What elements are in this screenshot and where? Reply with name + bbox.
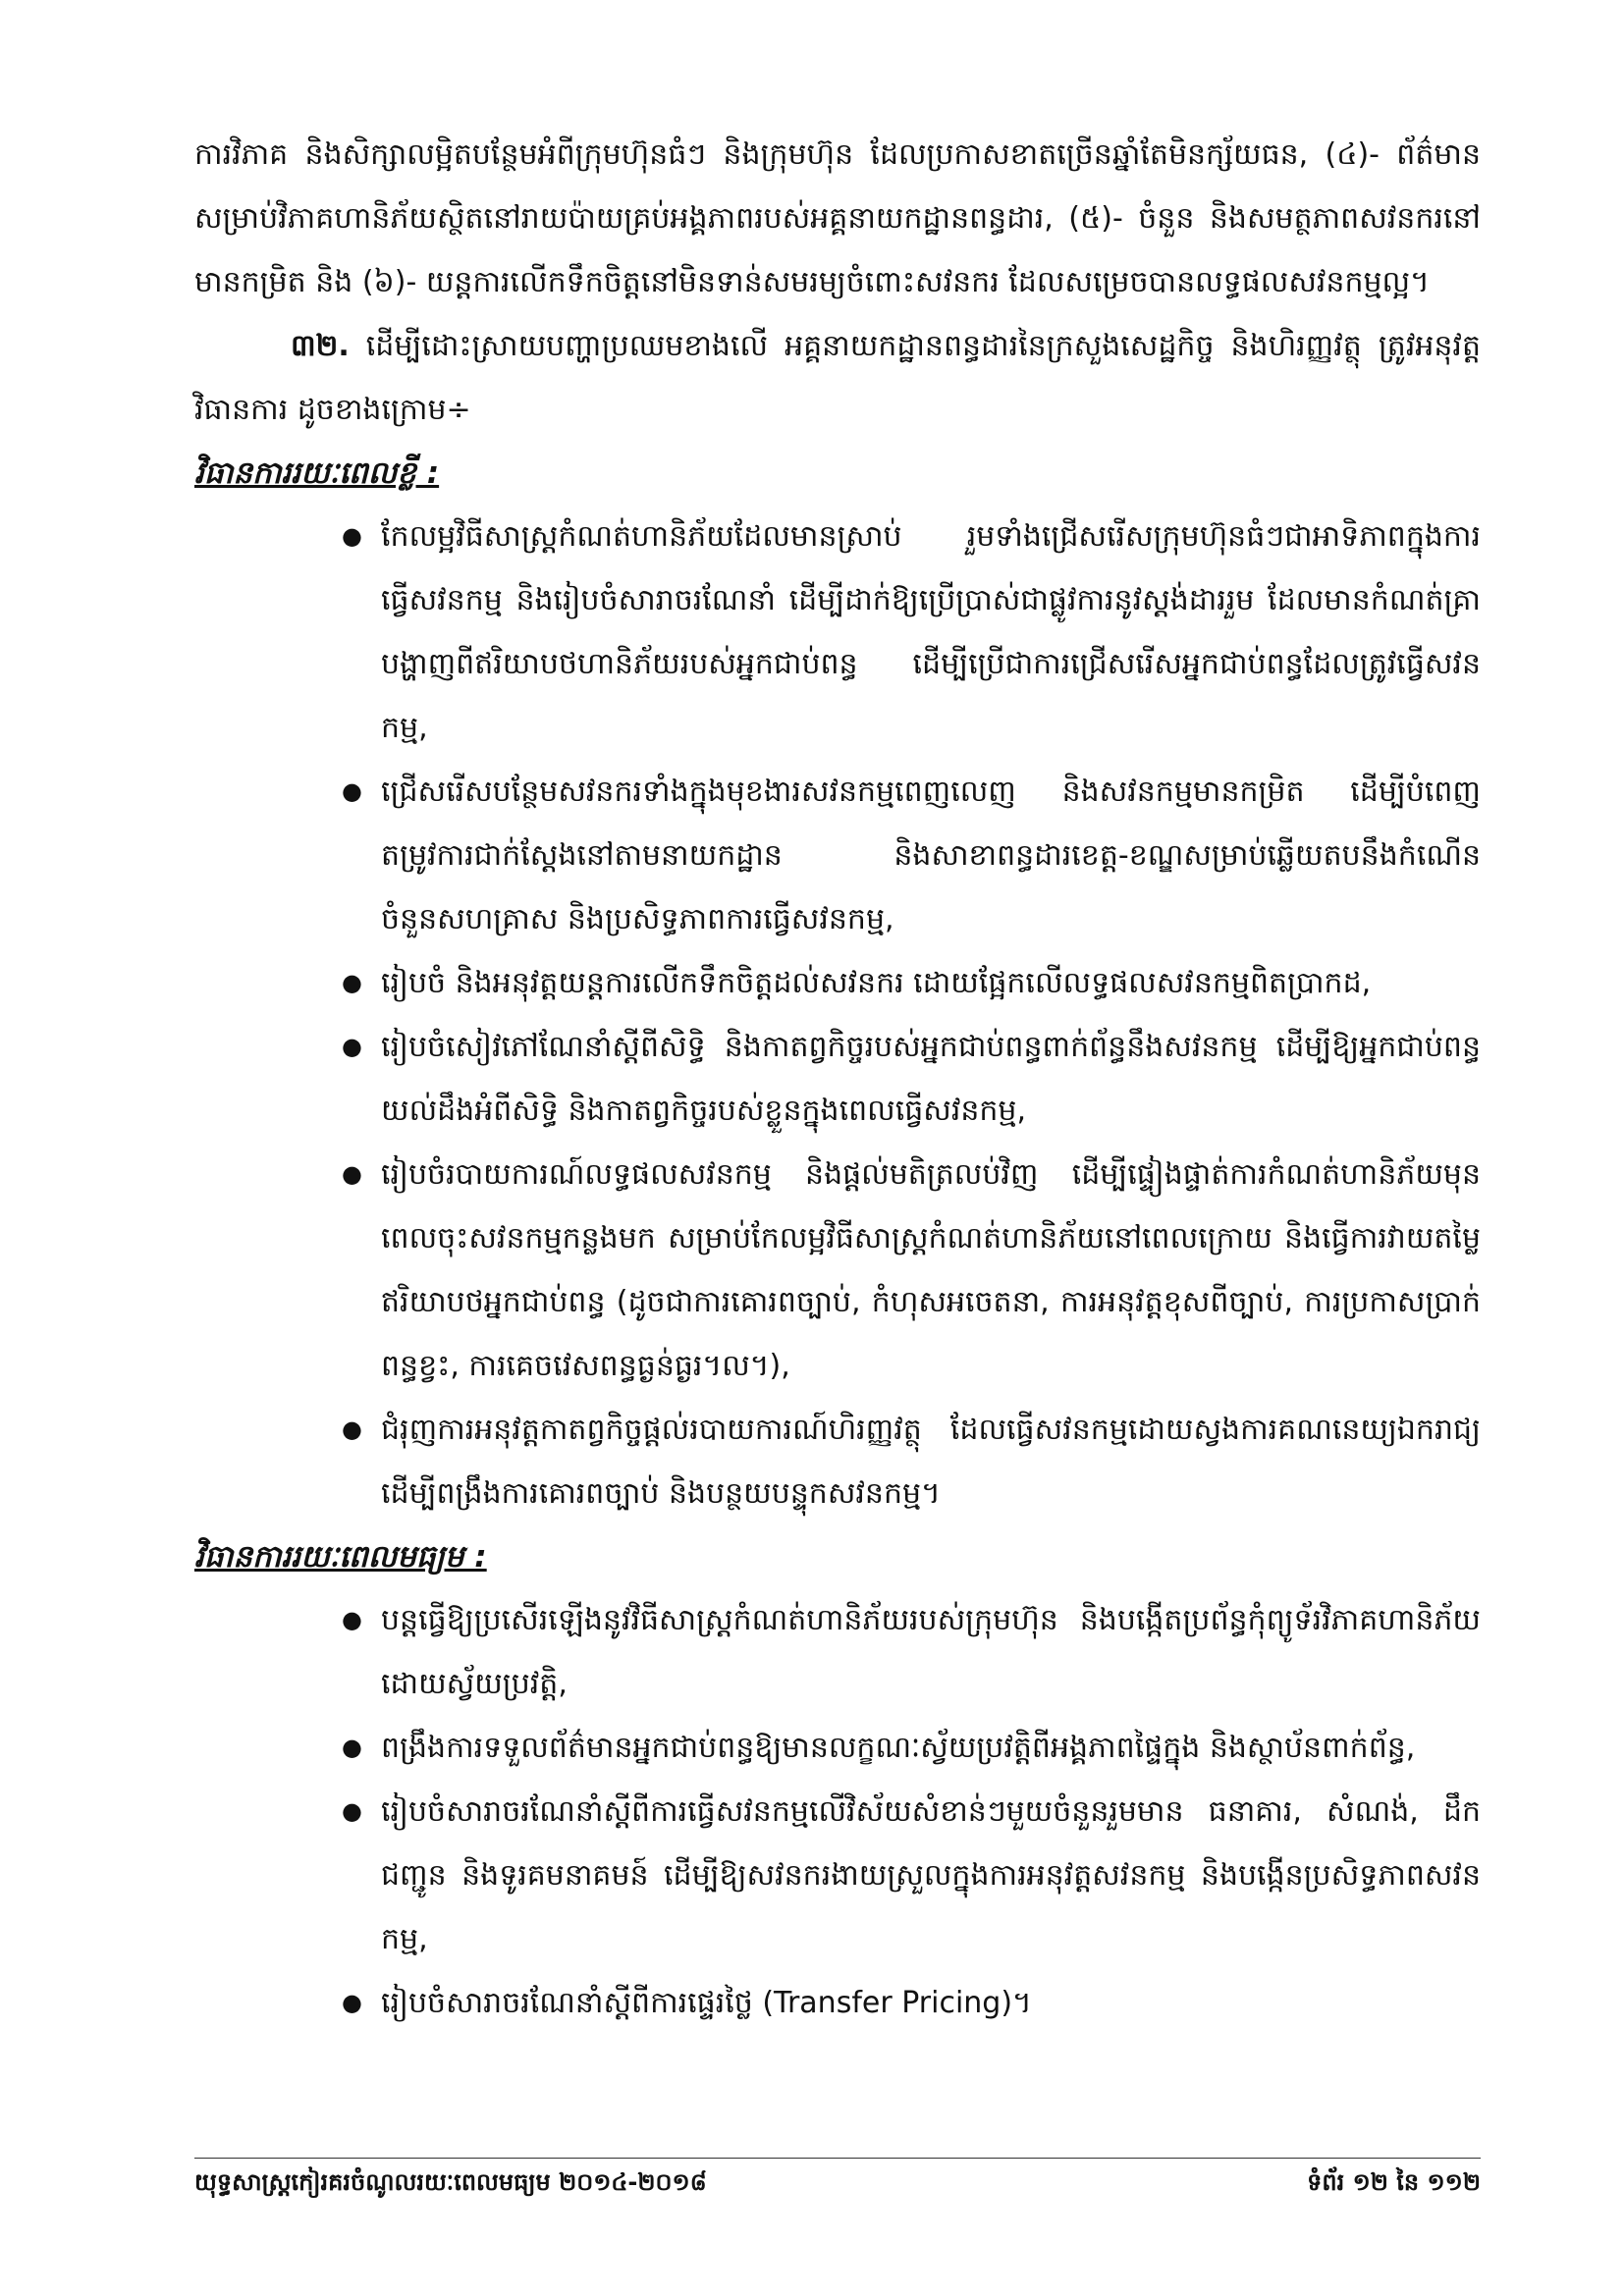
page-body xyxy=(194,123,1481,2035)
footer-page-number: ទំព័រ ១២ នៃ ១១២ xyxy=(1307,2168,1481,2196)
list-item xyxy=(342,1398,1481,1525)
short-term-list xyxy=(194,505,1481,1525)
list-item xyxy=(342,760,1481,951)
bullet-icon: ● xyxy=(342,1415,362,1443)
bullet-icon: ● xyxy=(342,1989,362,2016)
list-item-text: រៀបចំសៀវភៅណែនាំស្តីពីសិទ្ធិ និងកាតព្វកិច្ចរបស់អ្នកជាប់ពន្ធពាក់ព័ន្ធនឹងសវនកម្ម ដើម្បីឱ្យអ្នកជាប់ពន្ធយល់ដឹងអំពីសិទ្ធិ និងកាតព្វកិច្ចរបស់ខ្លួនក្នុងពេលធ្វើសវនកម្ម, xyxy=(381,1030,1481,1128)
bullet-icon: ● xyxy=(342,522,362,550)
list-item xyxy=(342,1015,1481,1143)
list-item-text: កែលម្អវិធីសាស្ត្រកំណត់ហានិភ័យដែលមានស្រាប់ រួមទាំងជ្រើសរើសក្រុមហ៊ុនធំៗជាអាទិភាពក្នុងការធ្វើសវនកម្ម និងរៀបចំសារាចរណែនាំ ដើម្បីដាក់ឱ្យប្រើប្រាស់ជាផ្លូវការនូវស្តង់ដាររួម ដែលមានកំណត់គ្រាបង្ហាញពីឥរិយាបថហានិភ័យរបស់អ្នកជាប់ពន្ធ ដើម្បីប្រើជាការជ្រើសរើសអ្នកជាប់ពន្ធដែលត្រូវធ្វើសវនកម្ម, xyxy=(381,519,1481,745)
list-item xyxy=(342,1716,1481,1780)
list-item xyxy=(342,1971,1481,2035)
paragraph-32-text: ដើម្បីដោះស្រាយបញ្ហាប្រឈមខាងលើ អគ្គនាយកដ្ឋានពន្ធដារនៃក្រសួងសេដ្ឋកិច្ច និងហិរញ្ញវត្ថុ ត្រូវអនុវត្តវិធានការ ដូចខាងក្រោម÷ xyxy=(194,329,1481,427)
list-item-text: រៀបចំសារាចរណែនាំស្តីពីការផ្ទេរថ្លៃ (Transfer Pricing)។ xyxy=(381,1986,1032,2020)
bullet-icon: ● xyxy=(342,1606,362,1633)
list-item xyxy=(342,951,1481,1015)
list-item xyxy=(342,1780,1481,1971)
short-term-heading: វិធានការរយៈពេលខ្លី : xyxy=(194,455,440,491)
medium-term-list xyxy=(194,1588,1481,2035)
list-item-text: ពង្រឹងការទទួលព័ត៌មានអ្នកជាប់ពន្ធឱ្យមានលក្ខណៈស្វ័យប្រវត្តិពីអង្គភាពផ្ទៃក្នុង និងស្ថាប័នពាក់ព័ន្ធ, xyxy=(381,1731,1416,1765)
paragraph-intro: ការវិភាគ និងសិក្សាលម្អិតបន្ថែមអំពីក្រុមហ៊ុនធំៗ និងក្រុមហ៊ុន ដែលប្រកាសខាតច្រើនឆ្នាំតែមិនក្ស័យធន, (៤)- ព័ត៌មានសម្រាប់វិភាគហានិភ័យស្ថិតនៅរាយប៉ាយគ្រប់អង្គភាពរបស់អគ្គនាយកដ្ឋានពន្ធដារ, (៥)- ចំនួន និងសមត្ថភាពសវនករនៅមានកម្រិត និង (៦)- យន្តការលើកទឹកចិត្តនៅមិនទាន់សមរម្យចំពោះសវនករ ដែលសម្រេចបានលទ្ធផលសវនកម្មល្អ។ xyxy=(194,137,1481,299)
medium-term-heading: វិធានការរយៈពេលមធ្យម : xyxy=(194,1539,487,1575)
footer-divider xyxy=(194,2158,1481,2159)
list-item xyxy=(342,505,1481,760)
list-item-text: បន្តធ្វើឱ្យប្រសើរឡើងនូវវិធីសាស្ត្រកំណត់ហានិភ័យរបស់ក្រុមហ៊ុន និងបង្កើតប្រព័ន្ធកុំព្យូទ័រវិភាគហានិភ័យដោយស្វ័យប្រវត្តិ, xyxy=(381,1603,1481,1701)
list-item-text: រៀបចំសារាចរណែនាំស្តីពីការធ្វើសវនកម្មលើវិស័យសំខាន់ៗមួយចំនួនរួមមាន ធនាគារ, សំណង់, ដឹកជញ្ជូន និងទូរគមនាគមន៍ ដើម្បីឱ្យសវនករងាយស្រួលក្នុងការអនុវត្តសវនកម្ម និងបង្កើនប្រសិទ្ធភាពសវនកម្ម, xyxy=(381,1794,1481,1956)
bullet-icon: ● xyxy=(342,1160,362,1188)
bullet-icon: ● xyxy=(342,1734,362,1761)
paragraph-number: ៣២. xyxy=(291,329,350,363)
footer-document-title: យុទ្ធសាស្ត្រកៀរគរចំណូលរយៈពេលមធ្យម ២០១៤-២០១៨ xyxy=(194,2168,707,2196)
bullet-icon: ● xyxy=(342,777,362,805)
list-item-text: ជ្រើសរើសបន្ថែមសវនករទាំងក្នុងមុខងារសវនកម្មពេញលេញ និងសវនកម្មមានកម្រិត ដើម្បីបំពេញតម្រូវការជាក់ស្តែងនៅតាមនាយកដ្ឋាន និងសាខាពន្ធដារខេត្ត-ខណ្ឌសម្រាប់ឆ្លើយតបនឹងកំណើនចំនួនសហគ្រាស និងប្រសិទ្ធភាពការធ្វើសវនកម្ម, xyxy=(381,774,1481,936)
list-item-text: រៀបចំ និងអនុវត្តយន្តការលើកទឹកចិត្តដល់សវនករ ដោយផ្អែកលើលទ្ធផលសវនកម្មពិតប្រាកដ, xyxy=(381,966,1372,1000)
list-item xyxy=(342,1588,1481,1716)
list-item-text: រៀបចំរបាយការណ៍លទ្ធផលសវនកម្ម និងផ្តល់មតិត្រលប់វិញ ដើម្បីផ្ទៀងផ្ទាត់ការកំណត់ហានិភ័យមុនពេលចុះសវនកម្មកន្លងមក សម្រាប់កែលម្អវិធីសាស្ត្រកំណត់ហានិភ័យនៅពេលក្រោយ និងធ្វើការវាយតម្លៃឥរិយាបថអ្នកជាប់ពន្ធ (ដូចជាការគោរពច្បាប់, កំហុសអចេតនា, ការអនុវត្តខុសពីច្បាប់, ការប្រកាសប្រាក់ពន្ធខ្វះ, ការគេចវេសពន្ធធ្ងន់ធ្ងរ។ល។), xyxy=(381,1157,1481,1383)
bullet-icon: ● xyxy=(342,1033,362,1060)
list-item-text: ជំរុញការអនុវត្តកាតព្វកិច្ចផ្តល់របាយការណ៍ហិរញ្ញវត្ថុ ដែលធ្វើសវនកម្មដោយស្វងការគណនេយ្យឯករាជ្យ ដើម្បីពង្រឹងការគោរពច្បាប់ និងបន្ថយបន្ទុកសវនកម្ម។ xyxy=(381,1413,1481,1511)
bullet-icon: ● xyxy=(342,1797,362,1825)
bullet-icon: ● xyxy=(342,969,362,996)
paragraph-32 xyxy=(194,314,1481,442)
list-item xyxy=(342,1143,1481,1398)
page-footer xyxy=(194,2165,1481,2199)
